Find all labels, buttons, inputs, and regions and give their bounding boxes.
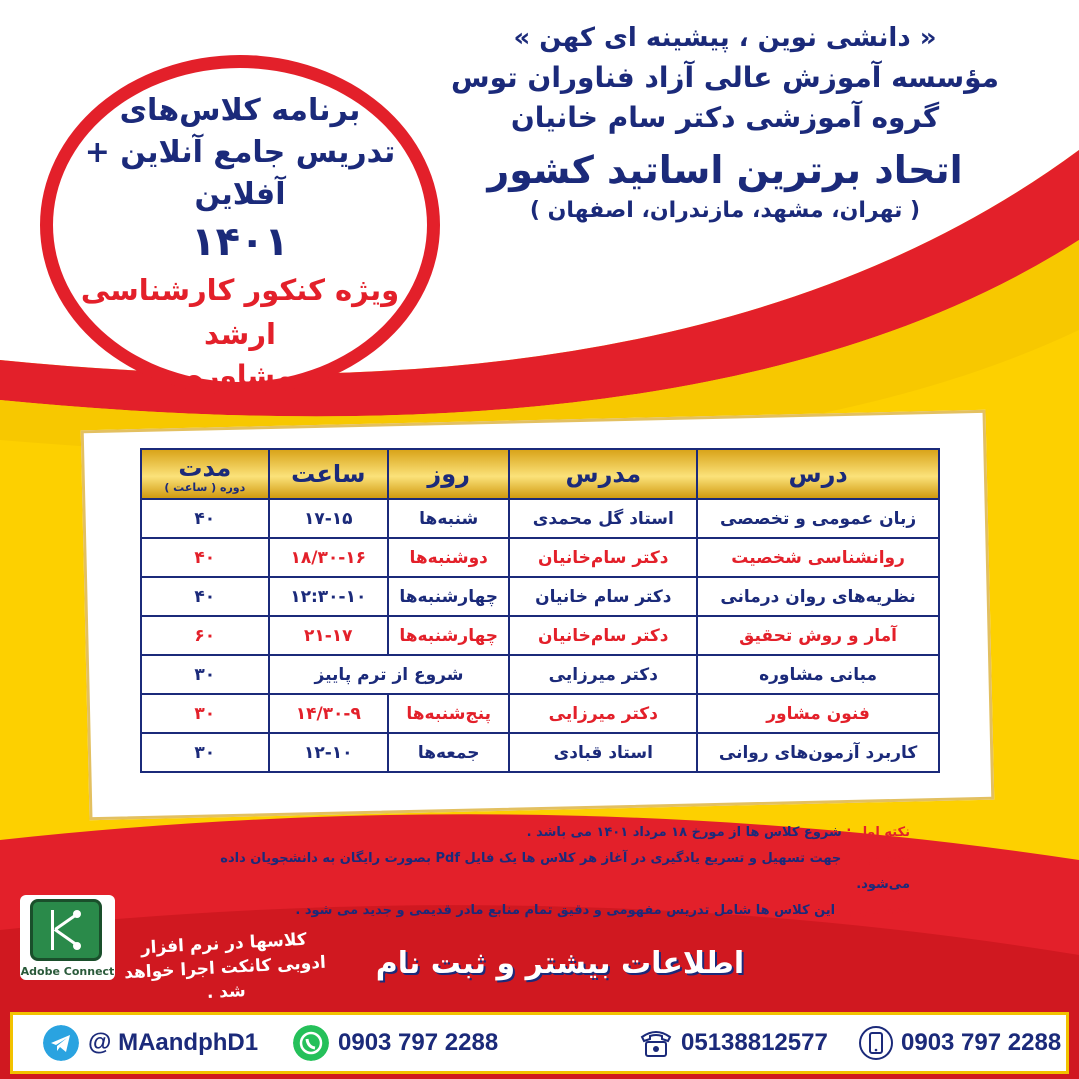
cell-teacher: دکتر سام‌خانیان (509, 538, 697, 577)
header-course: درس (697, 449, 939, 499)
badge-line2: تدریس جامع آنلاین + آفلاین (84, 135, 396, 212)
badge-line5: مشاوره (186, 359, 294, 392)
badge-year: ۱۴۰۱ (191, 219, 289, 265)
header-duration (141, 449, 269, 499)
note-text: شروع کلاس ها از مورخ ۱۸ مرداد ۱۴۰۱ می باشد . (526, 825, 842, 840)
cell-day: پنج‌شنبه‌ها (388, 694, 509, 733)
cell-duration: ۴۰ (141, 499, 269, 538)
cell-day: شنبه‌ها (388, 499, 509, 538)
cell-time: ۱۴/۳۰-۹ (269, 694, 388, 733)
institute-name: مؤسسه آموزش عالی آزاد فناوران توس (450, 61, 1000, 94)
adobe-connect-logo (20, 895, 115, 980)
motto: « دانشی نوین ، پیشینه ای کهن » (513, 23, 937, 53)
cell-time: ۱۷-۱۵ (269, 499, 388, 538)
cell-course: نظریه‌های روان درمانی (697, 577, 939, 616)
cell-day: چهارشنبه‌ها (388, 577, 509, 616)
telegram-icon (43, 1025, 79, 1061)
badge-line1: برنامه کلاس‌های (119, 93, 361, 128)
cell-course: مبانی مشاوره (697, 655, 939, 694)
note-label: نکته سوم : (839, 903, 910, 918)
whatsapp-number[interactable]: 0903 797 2288 (338, 1029, 499, 1056)
table-header-row (141, 449, 939, 499)
more-info-heading: اطلاعات بیشتر و ثبت نام (375, 946, 745, 981)
note-item (195, 898, 910, 924)
header (420, 18, 1030, 226)
adobe-connect-icon (30, 899, 102, 961)
cell-teacher: استاد قبادی (509, 733, 697, 772)
header-day: روز (388, 449, 509, 499)
cell-time: ۱۸/۳۰-۱۶ (269, 538, 388, 577)
header-duration-sub: دوره ( ساعت ) (164, 481, 246, 494)
contact-footer (10, 1012, 1069, 1074)
cell-duration: ۶۰ (141, 616, 269, 655)
cell-course: آمار و روش تحقیق (697, 616, 939, 655)
cell-course: کاربرد آزمون‌های روانی (697, 733, 939, 772)
note-item (195, 846, 910, 898)
header-duration-label: مدت (178, 454, 232, 482)
cities: ( تهران، مشهد، مازندران، اصفهان ) (529, 198, 921, 223)
cell-time: ۱۲-۱۰ (269, 733, 388, 772)
cell-duration: ۴۰ (141, 538, 269, 577)
table-row (141, 733, 939, 772)
header-teacher: مدرس (509, 449, 697, 499)
badge-line4: ویژه کنکور کارشناسی ارشد (80, 273, 400, 351)
note-text: جهت تسهیل و تسریع یادگیری در آغاز هر کلاس ها یک فایل Pdf بصورت رایگان به دانشجویان داده می‌شود. (220, 851, 910, 892)
note-item (195, 820, 910, 846)
table-row (141, 616, 939, 655)
table-row (141, 538, 939, 577)
cell-duration: ۴۰ (141, 577, 269, 616)
note-label: نکته اول : (846, 825, 910, 840)
union-title: اتحاد برترین اساتید کشور (487, 148, 963, 192)
telegram-handle[interactable]: @ MAandphD1 (88, 1029, 259, 1056)
program-badge (40, 55, 440, 395)
cell-time: ۲۱-۱۷ (269, 616, 388, 655)
table-row (141, 655, 939, 694)
cell-course: فنون مشاور (697, 694, 939, 733)
notes (195, 820, 910, 924)
cell-day: دوشنبه‌ها (388, 538, 509, 577)
adobe-connect-label: Adobe Connect (20, 965, 115, 978)
group-name: گروه آموزشی دکتر سام خانیان (510, 101, 940, 134)
cell-teacher: استاد گل محمدی (509, 499, 697, 538)
header-time: ساعت (269, 449, 388, 499)
adobe-note: کلاسها در نرم افزار ادوبی کانکت اجرا خواهد شد . (123, 929, 327, 1003)
table-row (141, 499, 939, 538)
note-label: نکته دوم : (845, 851, 910, 866)
mobile-phone-icon (858, 1025, 894, 1061)
mobile-number[interactable]: 0903 797 2288 (901, 1029, 1062, 1056)
note-text: این کلاس ها شامل تدریس مفهومی و دقیق تمام منابع مادر قدیمی و جدید می شود . (295, 903, 836, 918)
table-row (141, 577, 939, 616)
cell-time: ۱۲:۳۰-۱۰ (269, 577, 388, 616)
landline-phone-icon (638, 1025, 674, 1061)
cell-teacher: دکتر سام خانیان (509, 577, 697, 616)
cell-day: جمعه‌ها (388, 733, 509, 772)
table-row (141, 694, 939, 733)
cell-course: زبان عمومی و تخصصی (697, 499, 939, 538)
whatsapp-icon (293, 1025, 329, 1061)
cell-day: چهارشنبه‌ها (388, 616, 509, 655)
cell-teacher: دکتر سام‌خانیان (509, 616, 697, 655)
landline-number[interactable]: 05138812577 (681, 1029, 828, 1056)
cell-course: روانشناسی شخصیت (697, 538, 939, 577)
cell-duration: ۳۰ (141, 733, 269, 772)
cell-duration: ۳۰ (141, 694, 269, 733)
schedule-table (140, 448, 940, 773)
cell-day-time: شروع از ترم پاییز (269, 655, 510, 694)
cell-teacher: دکتر میرزایی (509, 694, 697, 733)
cell-duration: ۳۰ (141, 655, 269, 694)
cell-teacher: دکتر میرزایی (509, 655, 697, 694)
